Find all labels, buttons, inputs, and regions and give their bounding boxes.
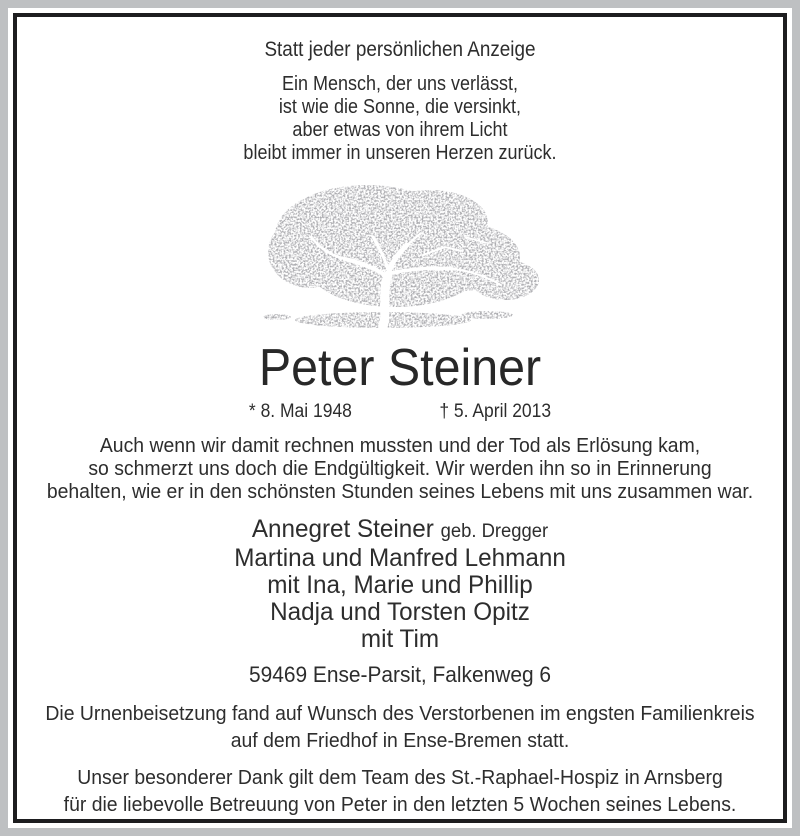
thanks-line: Unser besonderer Dank gilt dem Team des St.-Raphael-Hospiz in Arnsberg xyxy=(77,767,723,789)
tribute-line: behalten, wie er in den schönsten Stunden seines Lebens mit uns zusammen war. xyxy=(46,481,754,503)
burial-line: auf dem Friedhof in Ense-Bremen statt. xyxy=(230,730,570,752)
tree-illustration xyxy=(17,177,783,333)
poem-line: Ein Mensch, der uns verlässt, xyxy=(281,73,519,95)
notice-header: Statt jeder persönlichen Anzeige xyxy=(264,38,536,61)
mourner-name: Annegret Steiner xyxy=(251,515,434,543)
poem-line: aber etwas von ihrem Licht xyxy=(292,119,508,141)
mourner-maiden-name: geb. Dregger xyxy=(440,521,549,542)
deceased-name: Peter Steiner xyxy=(258,339,542,397)
memorial-poem xyxy=(55,73,744,165)
poem-line: bleibt immer in unseren Herzen zurück. xyxy=(243,142,557,164)
mourner-line: mit Tim xyxy=(360,625,440,653)
obituary-card-border xyxy=(13,13,787,823)
burial-line: Die Urnenbeisetzung fand auf Wunsch des Verstorbenen im engsten Familienkreis xyxy=(45,703,755,725)
birth-date: * 8. Mai 1948 xyxy=(248,401,352,422)
obituary-content xyxy=(17,17,783,819)
burial-notice xyxy=(28,701,771,755)
death-date: † 5. April 2013 xyxy=(439,401,552,422)
obituary-card xyxy=(8,8,792,828)
tribute-line: Auch wenn wir damit rechnen mussten und der Tod als Erlösung kam, xyxy=(99,435,701,457)
family-address: 59469 Ense-Parsit, Falkenweg 6 xyxy=(248,662,552,687)
mourners-list xyxy=(28,516,771,653)
mourner-line: Martina und Manfred Lehmann xyxy=(234,544,566,572)
life-dates xyxy=(48,401,753,423)
tribute-line: so schmerzt uns doch die Endgültigkeit. Wir werden ihn so in Erinnerung xyxy=(88,458,712,480)
thanks-notice xyxy=(28,765,771,819)
tree-sketch-icon xyxy=(255,177,545,333)
mourner-line: mit Ina, Marie und Phillip xyxy=(267,571,533,599)
mourner-line: Nadja und Torsten Opitz xyxy=(270,598,530,626)
thanks-line: für die liebevolle Betreuung von Peter in den letzten 5 Wochen seines Lebens. xyxy=(63,794,737,816)
mourner-line xyxy=(28,516,771,545)
poem-line: ist wie die Sonne, die versinkt, xyxy=(278,96,522,118)
tribute-text xyxy=(28,435,771,504)
